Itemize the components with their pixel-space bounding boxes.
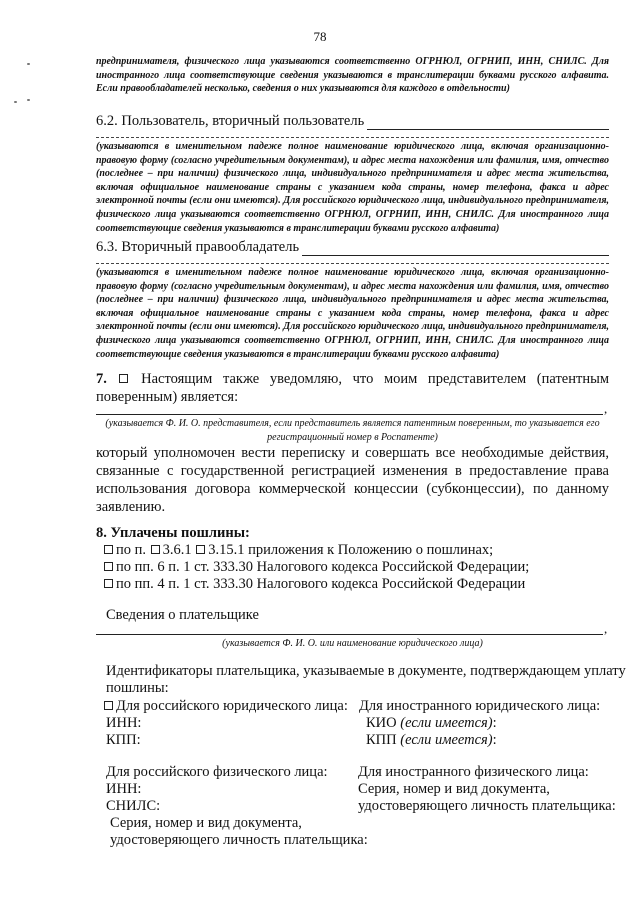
fee-3-15-1-checkbox[interactable] — [196, 545, 205, 554]
section-6-2-input-line[interactable] — [367, 115, 609, 130]
section-6-3-title: 6.3. Вторичный правообладатель — [96, 239, 300, 255]
fee-line-3: по пп. 4 п. 1 ст. 333.30 Налогового кодекса Российской Федерации — [103, 575, 525, 593]
ru-legal-heading: Для российского юридического лица: — [103, 697, 348, 715]
foreign-legal-kio[interactable]: КИО (если имеется): — [366, 715, 497, 731]
payer-identifiers-2: пошлины: — [106, 680, 169, 696]
intro-note: предпринимателя, физического лица указываются соответственно ОГРНЮЛ, ОГРНИП, ИНН, СНИЛС. Для иностранного лица соответствующие сведения указываются в транслитерации буквами русского алфавита. Если правообладателей несколько, сведения о них указываются для каждого в отдельности) — [96, 56, 609, 95]
payer-comma: , — [604, 621, 608, 636]
section-8-title: 8. Уплачены пошлины: — [96, 525, 250, 541]
section-6-3-note: (указываются в именительном падеже полное наименование юридического лица, включая организационно-правовую форму (согласно учредительным документам), и адрес места нахождения или фамилия, имя, отчество (последнее – при наличии) физического лица, индивидуального предпринимателя и адрес места жительства, включая официальное наименование страны с указанием кода страны, номер телефона, факса и адрес электронной почты (если они имеются). Для российского юридического лица, индивидуального предпринимателя, физического лица указываются соответственно ОГРНЮЛ, ОГРНИП, ИНН, СНИЛС. Для иностранного лица соответствующие сведения указываются в транслитерации буквами русского алфавита) — [96, 267, 609, 360]
section-7-text: Настоящим также уведомляю, что моим представителем (патентным поверенным) является: — [96, 371, 609, 405]
fee-3-checkbox[interactable] — [104, 579, 113, 588]
representative-comma: , — [604, 401, 608, 416]
foreign-legal-kpp[interactable]: КПП (если имеется): — [366, 732, 497, 748]
section-6-2-header — [96, 112, 609, 130]
fee-3-6-1-checkbox[interactable] — [151, 545, 160, 554]
foreign-legal-heading: Для иностранного юридического лица: — [359, 698, 601, 714]
payer-input-line[interactable] — [96, 634, 603, 635]
scan-speck — [27, 63, 30, 65]
foreign-person-doc-2[interactable]: удостоверяющего личность плательщика: — [358, 798, 616, 814]
representative-note: (указывается Ф. И. О. представителя, если представитель является патентным поверенным, то указывается его регистрационный номер в Роспатенте) — [105, 418, 600, 443]
representative-body: который уполномочен вести переписку и совершать все необходимые действия, связанные с государственной регистрацией изменения в предоставление права использования договора коммерческой концессии (субконцессии), по данному заявлению. — [96, 445, 609, 515]
section-7-checkbox[interactable] — [119, 374, 128, 383]
ru-person-snils[interactable]: СНИЛС: — [106, 798, 161, 814]
ru-person-doc-2[interactable]: удостоверяющего личность плательщика: — [110, 832, 368, 848]
scan-speck — [14, 101, 17, 103]
scan-speck — [27, 99, 30, 101]
payer-note: (указывается Ф. И. О. или наименование юридического лица) — [222, 638, 483, 649]
section-6-2-note: (указываются в именительном падеже полное наименование юридического лица, включая организационно-правовую форму (согласно учредительным документам), и адрес места нахождения или фамилия, имя, отчество (последнее – при наличии) физического лица, индивидуального предпринимателя и адрес места жительства, включая официальное наименование страны с указанием кода страны, номер телефона, факса и адрес электронной почты (если они имеются). Для российского юридического лица, индивидуального предпринимателя, физического лица указываются соответственно ОГРНЮЛ, ОГРНИП, ИНН, СНИЛС. Для иностранного лица соответствующие сведения указываются в транслитерации буквами русского алфавита) — [96, 141, 609, 234]
page-number: 78 — [313, 29, 327, 44]
fee-2-checkbox[interactable] — [104, 562, 113, 571]
section-6-2-input-line-2[interactable] — [96, 137, 609, 138]
section-6-3-input-line[interactable] — [302, 241, 609, 256]
ru-person-inn[interactable]: ИНН: — [106, 781, 142, 797]
representative-input-line[interactable] — [96, 414, 603, 415]
fee-line-1: по п. 3.6.1 3.15.1 приложения к Положению о пошлинах; — [103, 541, 493, 559]
section-7-number: 7. — [96, 371, 107, 387]
fee-1-checkbox[interactable] — [104, 545, 113, 554]
fee-line-2: по пп. 6 п. 1 ст. 333.30 Налогового кодекса Российской Федерации; — [103, 558, 529, 576]
foreign-person-heading: Для иностранного физического лица: — [358, 764, 589, 780]
ru-legal-checkbox[interactable] — [104, 701, 113, 710]
ru-person-heading: Для российского физического лица: — [106, 764, 328, 780]
payer-title: Сведения о плательщике — [106, 607, 259, 623]
ru-legal-kpp[interactable]: КПП: — [106, 732, 141, 748]
section-6-3-input-line-2[interactable] — [96, 263, 609, 264]
ru-legal-inn[interactable]: ИНН: — [106, 715, 142, 731]
section-6-3-header — [96, 238, 609, 256]
foreign-person-doc-1: Серия, номер и вид документа, — [358, 781, 550, 797]
payer-identifiers-1: Идентификаторы плательщика, указываемые в документе, подтверждающем уплату — [106, 663, 626, 679]
ru-person-doc-1: Серия, номер и вид документа, — [110, 815, 302, 831]
section-7-statement — [96, 370, 609, 406]
section-6-2-title: 6.2. Пользователь, вторичный пользователь — [96, 113, 365, 129]
